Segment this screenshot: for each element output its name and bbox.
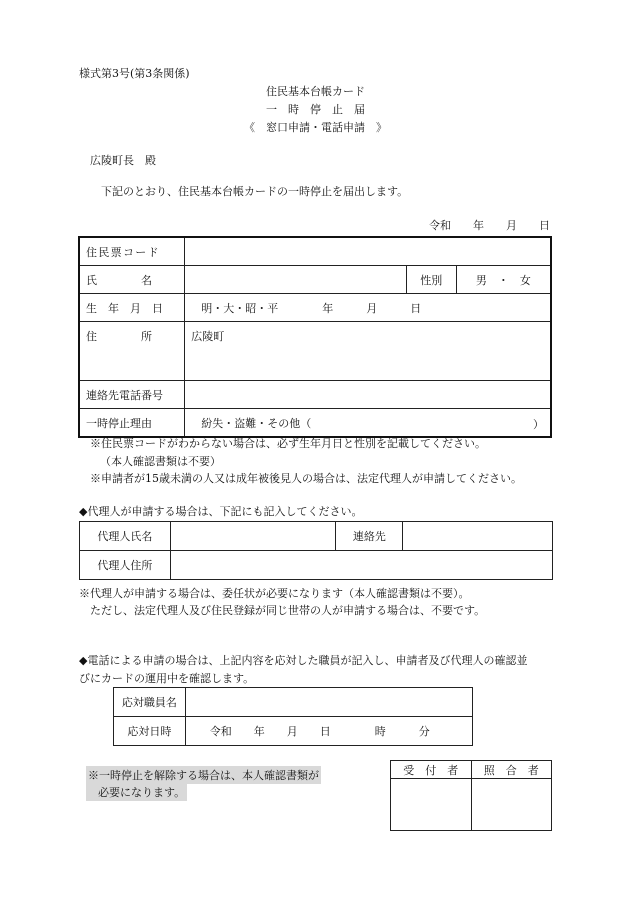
- note-proxy: ※代理人が申請する場合は、委任状が必要になります（本人確認書類は不要）。: [79, 587, 470, 600]
- table-row: [79, 409, 551, 438]
- table-row: [114, 688, 473, 717]
- check-label: 照 合 者: [471, 761, 552, 779]
- name-field[interactable]: [185, 266, 407, 294]
- phone-label: 連絡先電話番号: [79, 381, 185, 409]
- check-stamp-box[interactable]: [471, 779, 552, 831]
- stamp-table: [390, 760, 552, 831]
- note-minor: ※申請者が15歳未満の人又は成年被後見人の場合は、法定代理人が申請してください。: [90, 472, 522, 485]
- reception-label: 受 付 者: [391, 761, 472, 779]
- reason-options: 紛失・盗難・その他（: [201, 416, 312, 430]
- reason-label: 一時停止理由: [79, 409, 185, 438]
- agent-contact-field[interactable]: [403, 522, 553, 551]
- agent-name-field[interactable]: [170, 522, 336, 551]
- code-label: 住民票コード: [79, 237, 185, 266]
- release-note: ※一時停止を解除する場合は、本人確認書類が: [86, 766, 321, 784]
- birth-field[interactable]: 明・大・昭・平 年 月 日: [185, 294, 551, 322]
- form-title-type: 《 窓口申請・電話申請 》: [244, 121, 387, 134]
- agent-heading: ◆代理人が申請する場合は、下記にも記入してください。: [79, 505, 363, 518]
- form-title-sub: 一 時 停 止 届: [266, 103, 365, 116]
- phone-table: [113, 687, 473, 746]
- table-row: [80, 522, 553, 551]
- table-row: [391, 761, 552, 779]
- name-label: 氏 名: [79, 266, 185, 294]
- reception-stamp-box[interactable]: [391, 779, 472, 831]
- release-note-cont: 必要になります。: [86, 783, 187, 801]
- intro-text: 下記のとおり、住民基本台帳カードの一時停止を届出します。: [101, 185, 409, 198]
- addressee: 広陵町長 殿: [90, 154, 156, 167]
- form-title: 住民基本台帳カード: [266, 85, 365, 98]
- reason-close-paren: ）: [533, 418, 544, 431]
- reason-field[interactable]: [185, 409, 551, 438]
- address-label: 住 所: [79, 322, 185, 381]
- table-row: [114, 717, 473, 746]
- agent-name-label: 代理人氏名: [80, 522, 171, 551]
- main-table: [78, 236, 552, 438]
- phone-heading: ◆電話による申請の場合は、上記内容を応対した職員が記入し、申請者及び代理人の確認並: [79, 654, 528, 667]
- gender-label: 性別: [406, 266, 456, 294]
- agent-contact-label: 連絡先: [336, 522, 403, 551]
- note-proxy-exception: ただし、法定代理人及び住民登録が同じ世帯の人が申請する場合は、不要です。: [90, 604, 486, 617]
- staff-label: 応対職員名: [114, 688, 186, 717]
- note-id-not-needed: （本人確認書類は不要）: [100, 455, 221, 468]
- table-row: [79, 381, 551, 409]
- table-row: [80, 551, 553, 580]
- phone-heading-cont: びにカードの運用中を確認します。: [79, 672, 255, 685]
- address-field[interactable]: 広陵町: [185, 322, 551, 381]
- code-field[interactable]: [185, 237, 551, 266]
- gender-field[interactable]: 男 ・ 女: [456, 266, 551, 294]
- agent-table: [79, 521, 553, 580]
- table-row: [79, 266, 551, 294]
- form-number: 様式第3号(第3条関係): [79, 67, 190, 80]
- table-row: [79, 294, 551, 322]
- date-line: 令和 年 月 日: [429, 219, 550, 232]
- staff-field[interactable]: [185, 688, 472, 717]
- datetime-label: 応対日時: [114, 717, 186, 746]
- table-row: [79, 322, 551, 381]
- birth-label: 生 年 月 日: [79, 294, 185, 322]
- datetime-field[interactable]: 令和 年 月 日 時 分: [185, 717, 472, 746]
- phone-field[interactable]: [185, 381, 551, 409]
- agent-address-field[interactable]: [170, 551, 552, 580]
- agent-address-label: 代理人住所: [80, 551, 171, 580]
- table-row: [79, 237, 551, 266]
- table-row: [391, 779, 552, 831]
- note-code: ※住民票コードがわからない場合は、必ず生年月日と性別を記載してください。: [90, 437, 486, 450]
